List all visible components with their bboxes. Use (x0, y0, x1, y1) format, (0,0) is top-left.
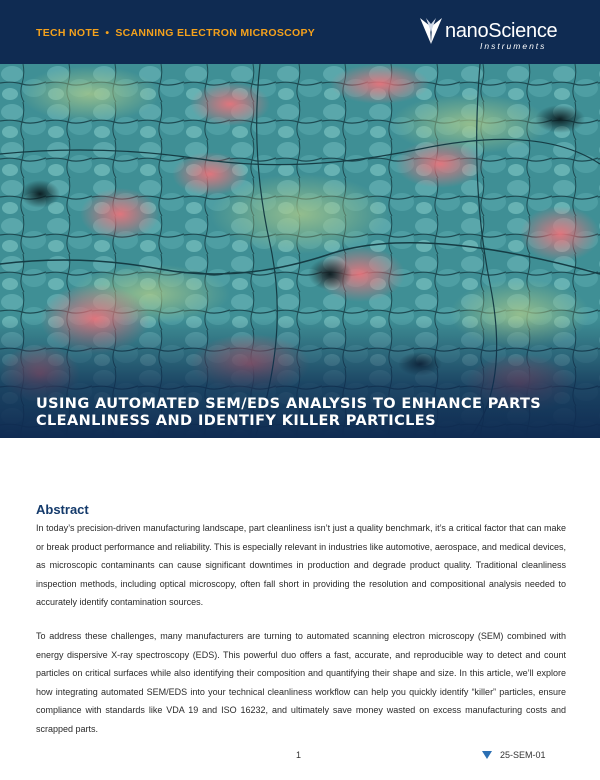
header-tags (36, 27, 315, 39)
logo-subtitle: Instruments (480, 41, 547, 51)
abstract-paragraph-1: In today’s precision-driven manufacturing landscape, part cleanliness isn’t just a quality benchmark, it’s a critical factor that can make or break product performance and reliability. This is especially relevant in industries like automotive, aerospace, and medical devices, as microscopic contaminants can cause significant downtimes in production and degrade product quality. Traditional cleanliness inspection methods, including optical microscopy, often fall short in providing the resolution and compositional analysis needed to accurately identify contamination sources. (36, 523, 566, 608)
tag-sem: SCANNING ELECTRON MICROSCOPY (115, 27, 316, 39)
tag-tech-note: TECH NOTE (36, 27, 100, 39)
hero-image (0, 64, 600, 438)
abstract-heading: Abstract (36, 502, 89, 517)
sem-micrograph (0, 64, 600, 438)
abstract-paragraph-2: To address these challenges, many manufacturers are turning to automated scanning electron microscopy (SEM) combined with energy dispersive X-ray spectroscopy (EDS). This powerful duo offers a fast, accurate, and reproducible way to detect and count particles on critical surfaces while also identifying their composition and quantifying their shape and size. In this article, we’ll explore how integrating automated SEM/EDS into your technical cleanliness workflow can help you quickly identify “killer” particles, ensure compliance with standards like VDA 19 and ISO 16232, and ultimately save money wasted on excess manufacturing costs and scrapped parts. (36, 631, 566, 734)
document-code (500, 750, 546, 760)
tag-separator: • (105, 27, 110, 39)
logo-mark-icon (418, 16, 444, 48)
triangle-icon (482, 750, 492, 760)
page-title: USING AUTOMATED SEM/EDS ANALYSIS TO ENHANCE PARTS CLEANLINESS AND IDENTIFY KILLER PARTICLES (36, 396, 542, 429)
nanoscience-logo (418, 16, 568, 52)
page-number: 1 (296, 750, 302, 760)
logo-wordmark: nanoScience (445, 20, 558, 42)
document-code-text: 25-SEM-01 (500, 750, 546, 760)
header-bar (0, 0, 600, 64)
